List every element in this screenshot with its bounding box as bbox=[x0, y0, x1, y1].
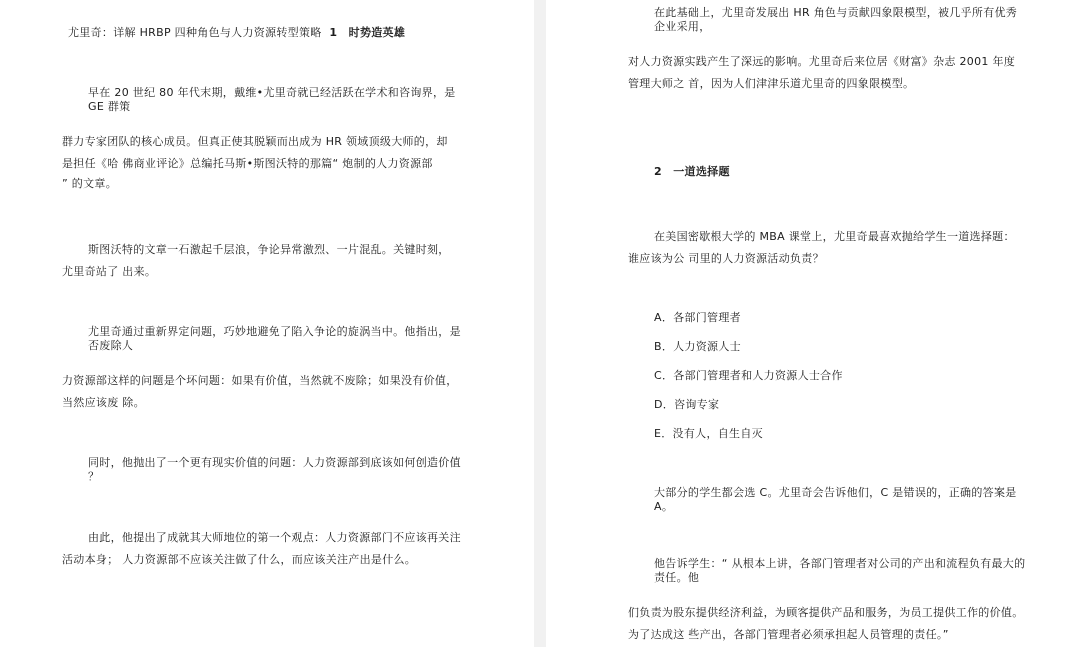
paragraph-line: 尤里奇通过重新界定问题，巧妙地避免了陷入争论的旋涡当中。他指出，是 bbox=[88, 325, 461, 338]
paragraph-line: 大部分的学生都会选 C。尤里奇会告诉他们，C 是错误的，正确的答案是 bbox=[654, 486, 1017, 499]
paragraph-line: 谁应该为公 司里的人力资源活动负责？ bbox=[628, 252, 824, 265]
paragraph-line: 同时，他抛出了一个更有现实价值的问题：人力资源部到底该如何创造价值 bbox=[88, 456, 461, 469]
paragraph-line: 力资源部这样的问题是个坏问题：如果有价值，当然就不废除；如果没有价值， bbox=[62, 374, 458, 387]
paragraph-line: 在美国密歇根大学的 MBA 课堂上，尤里奇最喜欢抛给学生一道选择题： bbox=[654, 230, 1015, 243]
paragraph-line: 斯图沃特的文章一石激起千层浪，争论异常激烈、一片混乱。关键时刻， bbox=[88, 243, 450, 256]
paragraph-line: 否废除人 bbox=[88, 339, 134, 352]
option-item: A．各部门管理者 bbox=[654, 311, 741, 324]
paragraph-line: 群力专家团队的核心成员。但真正使其脱颖而出成为 HR 领域顶级大师的，却 bbox=[62, 135, 448, 148]
document-page-right[interactable] bbox=[546, 0, 1080, 647]
paragraph-line: A。 bbox=[654, 500, 674, 513]
paragraph-line: 是担任《哈 佛商业评论》总编托马斯•斯图沃特的那篇“ 炮制的人力资源部 bbox=[62, 157, 433, 170]
paragraph-line: 尤里奇站了 出来。 bbox=[62, 265, 157, 278]
paragraph-line: GE 群策 bbox=[88, 100, 131, 113]
paragraph-line: 活动本身； 人力资源部不应该关注做了什么，而应该关注产出是什么。 bbox=[62, 553, 417, 566]
option-item: C．各部门管理者和人力资源人士合作 bbox=[654, 369, 843, 382]
option-item: D．咨询专家 bbox=[654, 398, 720, 411]
paragraph-line: ” 的文章。 bbox=[62, 177, 117, 190]
paragraph-line: ？ bbox=[88, 470, 100, 483]
paragraph-line: 对人力资源实践产生了深远的影响。尤里奇后来位居《财富》杂志 2001 年度 bbox=[628, 55, 1016, 68]
section-heading: 2 一道选择题 bbox=[654, 165, 730, 178]
option-item: B．人力资源人士 bbox=[654, 340, 741, 353]
paragraph-line: 早在 20 世纪 80 年代末期，戴维•尤里奇就已经活跃在学术和咨询界，是 bbox=[88, 86, 456, 99]
paragraph-line: 当然应该废 除。 bbox=[62, 396, 145, 409]
paragraph-line: 责任。他 bbox=[654, 571, 700, 584]
header-title: 尤里奇：详解 HRBP 四种角色与人力资源转型策略 bbox=[68, 26, 322, 39]
header-section: 1 时势造英雄 bbox=[329, 26, 406, 39]
paragraph-line: 们负责为股东提供经济利益，为顾客提供产品和服务，为员工提供工作的价值。 bbox=[628, 606, 1024, 619]
paragraph-line: 他告诉学生：“ 从根本上讲，各部门管理者对公司的产出和流程负有最大的 bbox=[654, 557, 1026, 570]
paragraph-line: 为了达成这 些产出，各部门管理者必须承担起人员管理的责任。” bbox=[628, 628, 949, 641]
document-page-left[interactable] bbox=[0, 0, 534, 647]
paragraph-line: 管理大师之 首，因为人们津津乐道尤里奇的四象限模型。 bbox=[628, 77, 915, 90]
page-header bbox=[68, 25, 405, 41]
option-item: E．没有人，自生自灭 bbox=[654, 427, 763, 440]
paragraph-line: 在此基础上，尤里奇发展出 HR 角色与贡献四象限模型，被几乎所有优秀 bbox=[654, 6, 1018, 19]
paragraph-line: 企业采用， bbox=[654, 20, 711, 33]
paragraph-line: 由此，他提出了成就其大师地位的第一个观点：人力资源部门不应该再关注 bbox=[88, 531, 461, 544]
